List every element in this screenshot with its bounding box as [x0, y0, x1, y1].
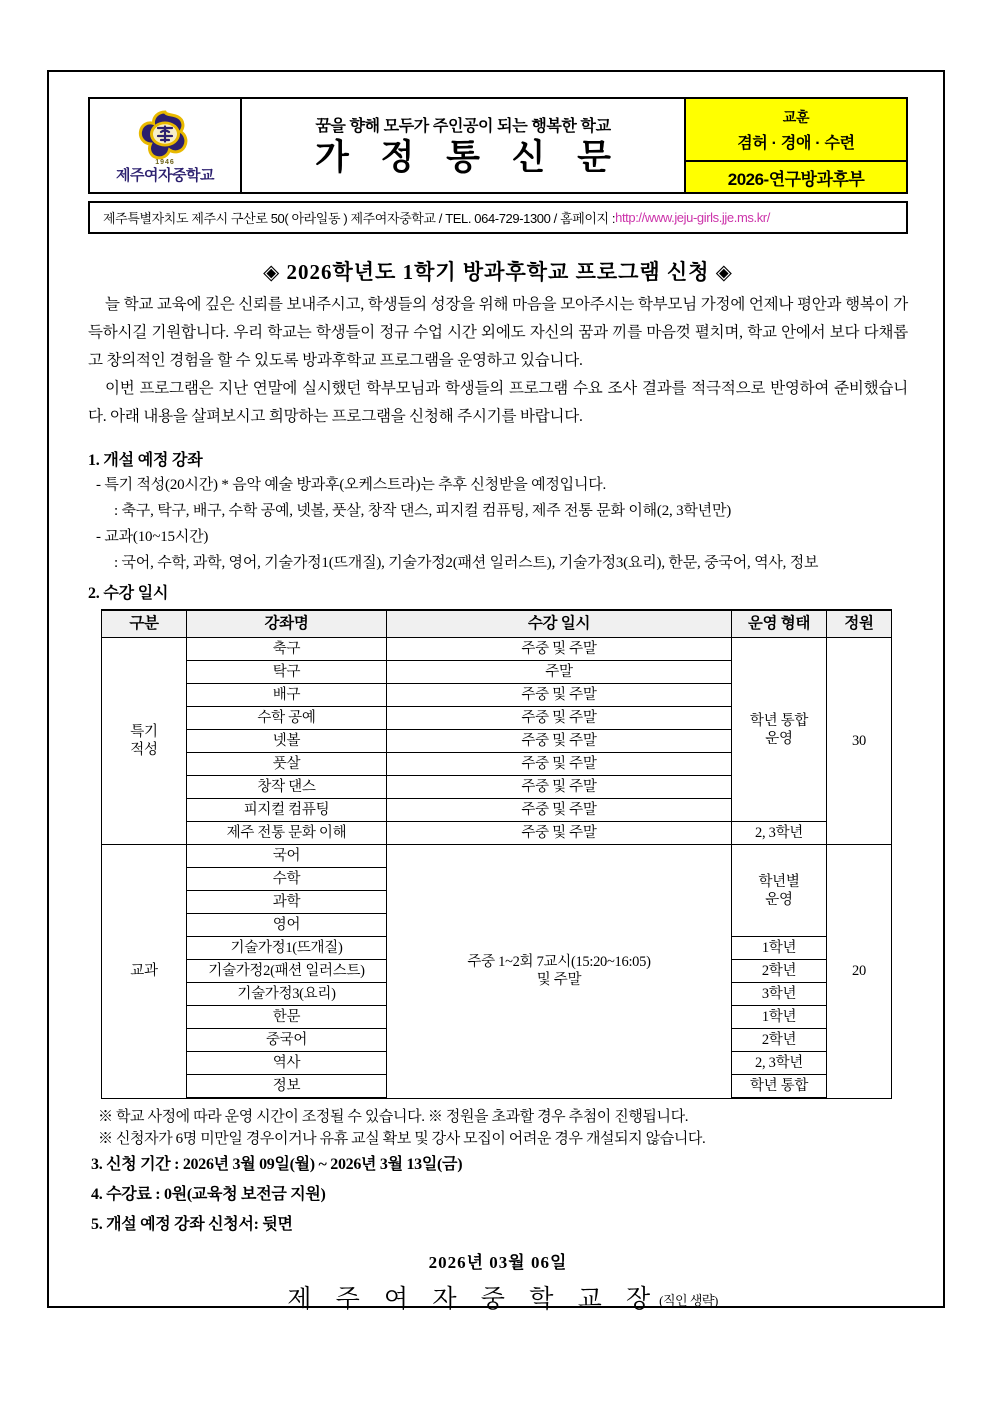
page-title: ◈ 2026학년도 1학기 방과후학교 프로그램 신청 ◈ [263, 260, 733, 284]
course-name: 풋살 [187, 753, 387, 776]
operation-type: 1학년 [732, 937, 827, 960]
course-when: 주중 및 주말 [387, 638, 732, 661]
section-1-line-4: : 국어, 수학, 과학, 영어, 기술가정1(뜨개질), 기술가정2(패션 일러스트), 기술가정3(요리), 한문, 중국어, 역사, 정보 [114, 555, 819, 571]
course-when: 주중 및 주말 [387, 707, 732, 730]
intro-paragraph-1: 늘 학교 교육에 깊은 신뢰를 보내주시고, 학생들의 성장을 위해 마음을 모아주시는 학부모님 가정에 언제나 평안과 행복이 가득하시길 기원합니다. 우리 학교는 학생들이 정규 수업 시간 외에도 자신의 꿈과 끼를 마음껏 펼치며, 학교 안에서 보다 다채롭고 창의적인 경험을 할 수 있도록 방과후학교 프로그램을 운영하고 있습니다. [88, 296, 908, 369]
table-row [102, 822, 892, 845]
signatory-name: 제 주 여 자 중 학 교 장 [287, 1286, 660, 1313]
document-content [88, 97, 908, 1315]
footnotes [88, 1106, 908, 1150]
crest-year: 1946 [155, 159, 175, 166]
department-badge: 2026-연구방과후부 [686, 162, 906, 192]
course-name: 제주 전통 문화 이해 [187, 822, 387, 845]
course-name: 창작 댄스 [187, 776, 387, 799]
school-crest-icon [134, 109, 196, 161]
course-name: 넷볼 [187, 730, 387, 753]
table-row [102, 638, 892, 661]
course-when: 주말 [387, 661, 732, 684]
course-name: 역사 [187, 1052, 387, 1075]
document-page-frame [47, 70, 945, 1313]
course-name: 한문 [187, 1006, 387, 1029]
issue-date: 2026년 03월 06일 [428, 1253, 568, 1272]
operation-type-merged: 학년별 운영 [732, 845, 827, 937]
course-name: 피지컬 컴퓨팅 [187, 799, 387, 822]
footnote-2: ※ 신청자가 6명 미만일 경우이거나 유휴 교실 확보 및 강사 모집이 어려운 경우 개설되지 않습니다. [98, 1131, 706, 1147]
course-when: 주중 및 주말 [387, 822, 732, 845]
course-name: 기술가정2(패션 일러스트) [187, 960, 387, 983]
address-text: 제주특별자치도 제주시 구산로 50( 아라일동 ) 제주여자중학교 / TEL. 064-729-1300 / 홈페이지 : [103, 211, 616, 226]
program-schedule-table [101, 609, 892, 1099]
footnote-1: ※ 학교 사정에 따라 운영 시간이 조정될 수 있습니다. ※ 정원을 초과할 경우 추첨이 진행됩니다. [98, 1109, 689, 1125]
course-name: 중국어 [187, 1029, 387, 1052]
group-label-gyogwa: 교과 [102, 845, 187, 1099]
table-row [102, 845, 892, 868]
operation-type: 2, 3학년 [732, 822, 827, 845]
table-body [102, 638, 892, 1099]
operation-type: 3학년 [732, 983, 827, 1006]
course-when: 주중 및 주말 [387, 776, 732, 799]
capacity-value: 20 [827, 845, 892, 1099]
school-address-bar [88, 201, 908, 234]
th-course-name: 강좌명 [187, 610, 387, 638]
operation-type: 2학년 [732, 1029, 827, 1052]
intro-paragraph-2: 이번 프로그램은 지난 연말에 실시했던 학부모님과 학생들의 프로그램 수요 조사 결과를 적극적으로 반영하여 준비했습니다. 아래 내용을 살펴보시고 희망하는 프로그램을 신청해 주시기를 바랍니다. [88, 380, 908, 425]
masthead-logo-cell [90, 99, 242, 192]
capacity-value: 30 [827, 638, 892, 845]
seal-omitted-note: (직인 생략) [659, 1293, 718, 1308]
course-name: 배구 [187, 684, 387, 707]
course-name: 과학 [187, 891, 387, 914]
signatory [88, 1279, 908, 1315]
school-slogan: 꿈을 향해 모두가 주인공이 되는 행복한 학교 [315, 118, 611, 135]
masthead-motto-cell [686, 99, 906, 192]
masthead-title-cell [242, 99, 686, 192]
th-when: 수강 일시 [387, 610, 732, 638]
motto-label: 교훈 [782, 108, 810, 125]
masthead [88, 97, 908, 194]
course-name: 수학 [187, 868, 387, 891]
operation-type: 2학년 [732, 960, 827, 983]
newsletter-title: 가 정 통 신 문 [315, 138, 622, 177]
numbered-item-4: 4. 수강료 : 0원(교육청 보전금 지원) [91, 1186, 326, 1203]
motto-value: 겸허 · 경애 · 수련 [737, 134, 855, 152]
section-1-heading: 1. 개설 예정 강좌 [88, 452, 203, 469]
course-name: 기술가정3(요리) [187, 983, 387, 1006]
course-name: 정보 [187, 1075, 387, 1099]
course-when: 주중 및 주말 [387, 753, 732, 776]
group-label-teukgi: 특기 적성 [102, 638, 187, 845]
school-name: 제주여자중학교 [116, 167, 214, 184]
operation-type: 2, 3학년 [732, 1052, 827, 1075]
course-name: 탁구 [187, 661, 387, 684]
school-website-link[interactable]: http://www.jeju-girls.jje.ms.kr/ [615, 210, 770, 225]
course-name: 기술가정1(뜨개질) [187, 937, 387, 960]
course-name: 국어 [187, 845, 387, 868]
course-when: 주중 및 주말 [387, 799, 732, 822]
section-1-line-3: - 교과(10~15시간) [96, 529, 209, 545]
section-1-line-1: - 특기 적성(20시간) * 음악 예술 방과후(오케스트라)는 추후 신청받을 예정입니다. [96, 477, 607, 493]
numbered-item-5: 5. 개설 예정 강좌 신청서: 뒷면 [91, 1216, 293, 1233]
course-when: 주중 및 주말 [387, 730, 732, 753]
course-name: 축구 [187, 638, 387, 661]
th-gubun: 구분 [102, 610, 187, 638]
numbered-item-3: 3. 신청 기간 : 2026년 3월 09일(월) ~ 2026년 3월 13일(금) [91, 1156, 463, 1173]
table-header-row [102, 610, 892, 638]
th-capacity: 정원 [827, 610, 892, 638]
operation-type: 학년 통합 [732, 1075, 827, 1099]
operation-type-merged: 학년 통합 운영 [732, 638, 827, 822]
course-name: 수학 공예 [187, 707, 387, 730]
section-1-line-2: : 축구, 탁구, 배구, 수학 공예, 넷볼, 풋살, 창작 댄스, 피지컬 컴퓨팅, 제주 전통 문화 이해(2, 3학년만) [114, 503, 732, 519]
course-when-merged: 주중 1~2회 7교시(15:20~16:05) 및 주말 [387, 845, 732, 1099]
course-when: 주중 및 주말 [387, 684, 732, 707]
operation-type: 1학년 [732, 1006, 827, 1029]
th-operation-type: 운영 형태 [732, 610, 827, 638]
section-2-heading: 2. 수강 일시 [88, 585, 169, 602]
school-motto-box [686, 99, 906, 162]
course-name: 영어 [187, 914, 387, 937]
